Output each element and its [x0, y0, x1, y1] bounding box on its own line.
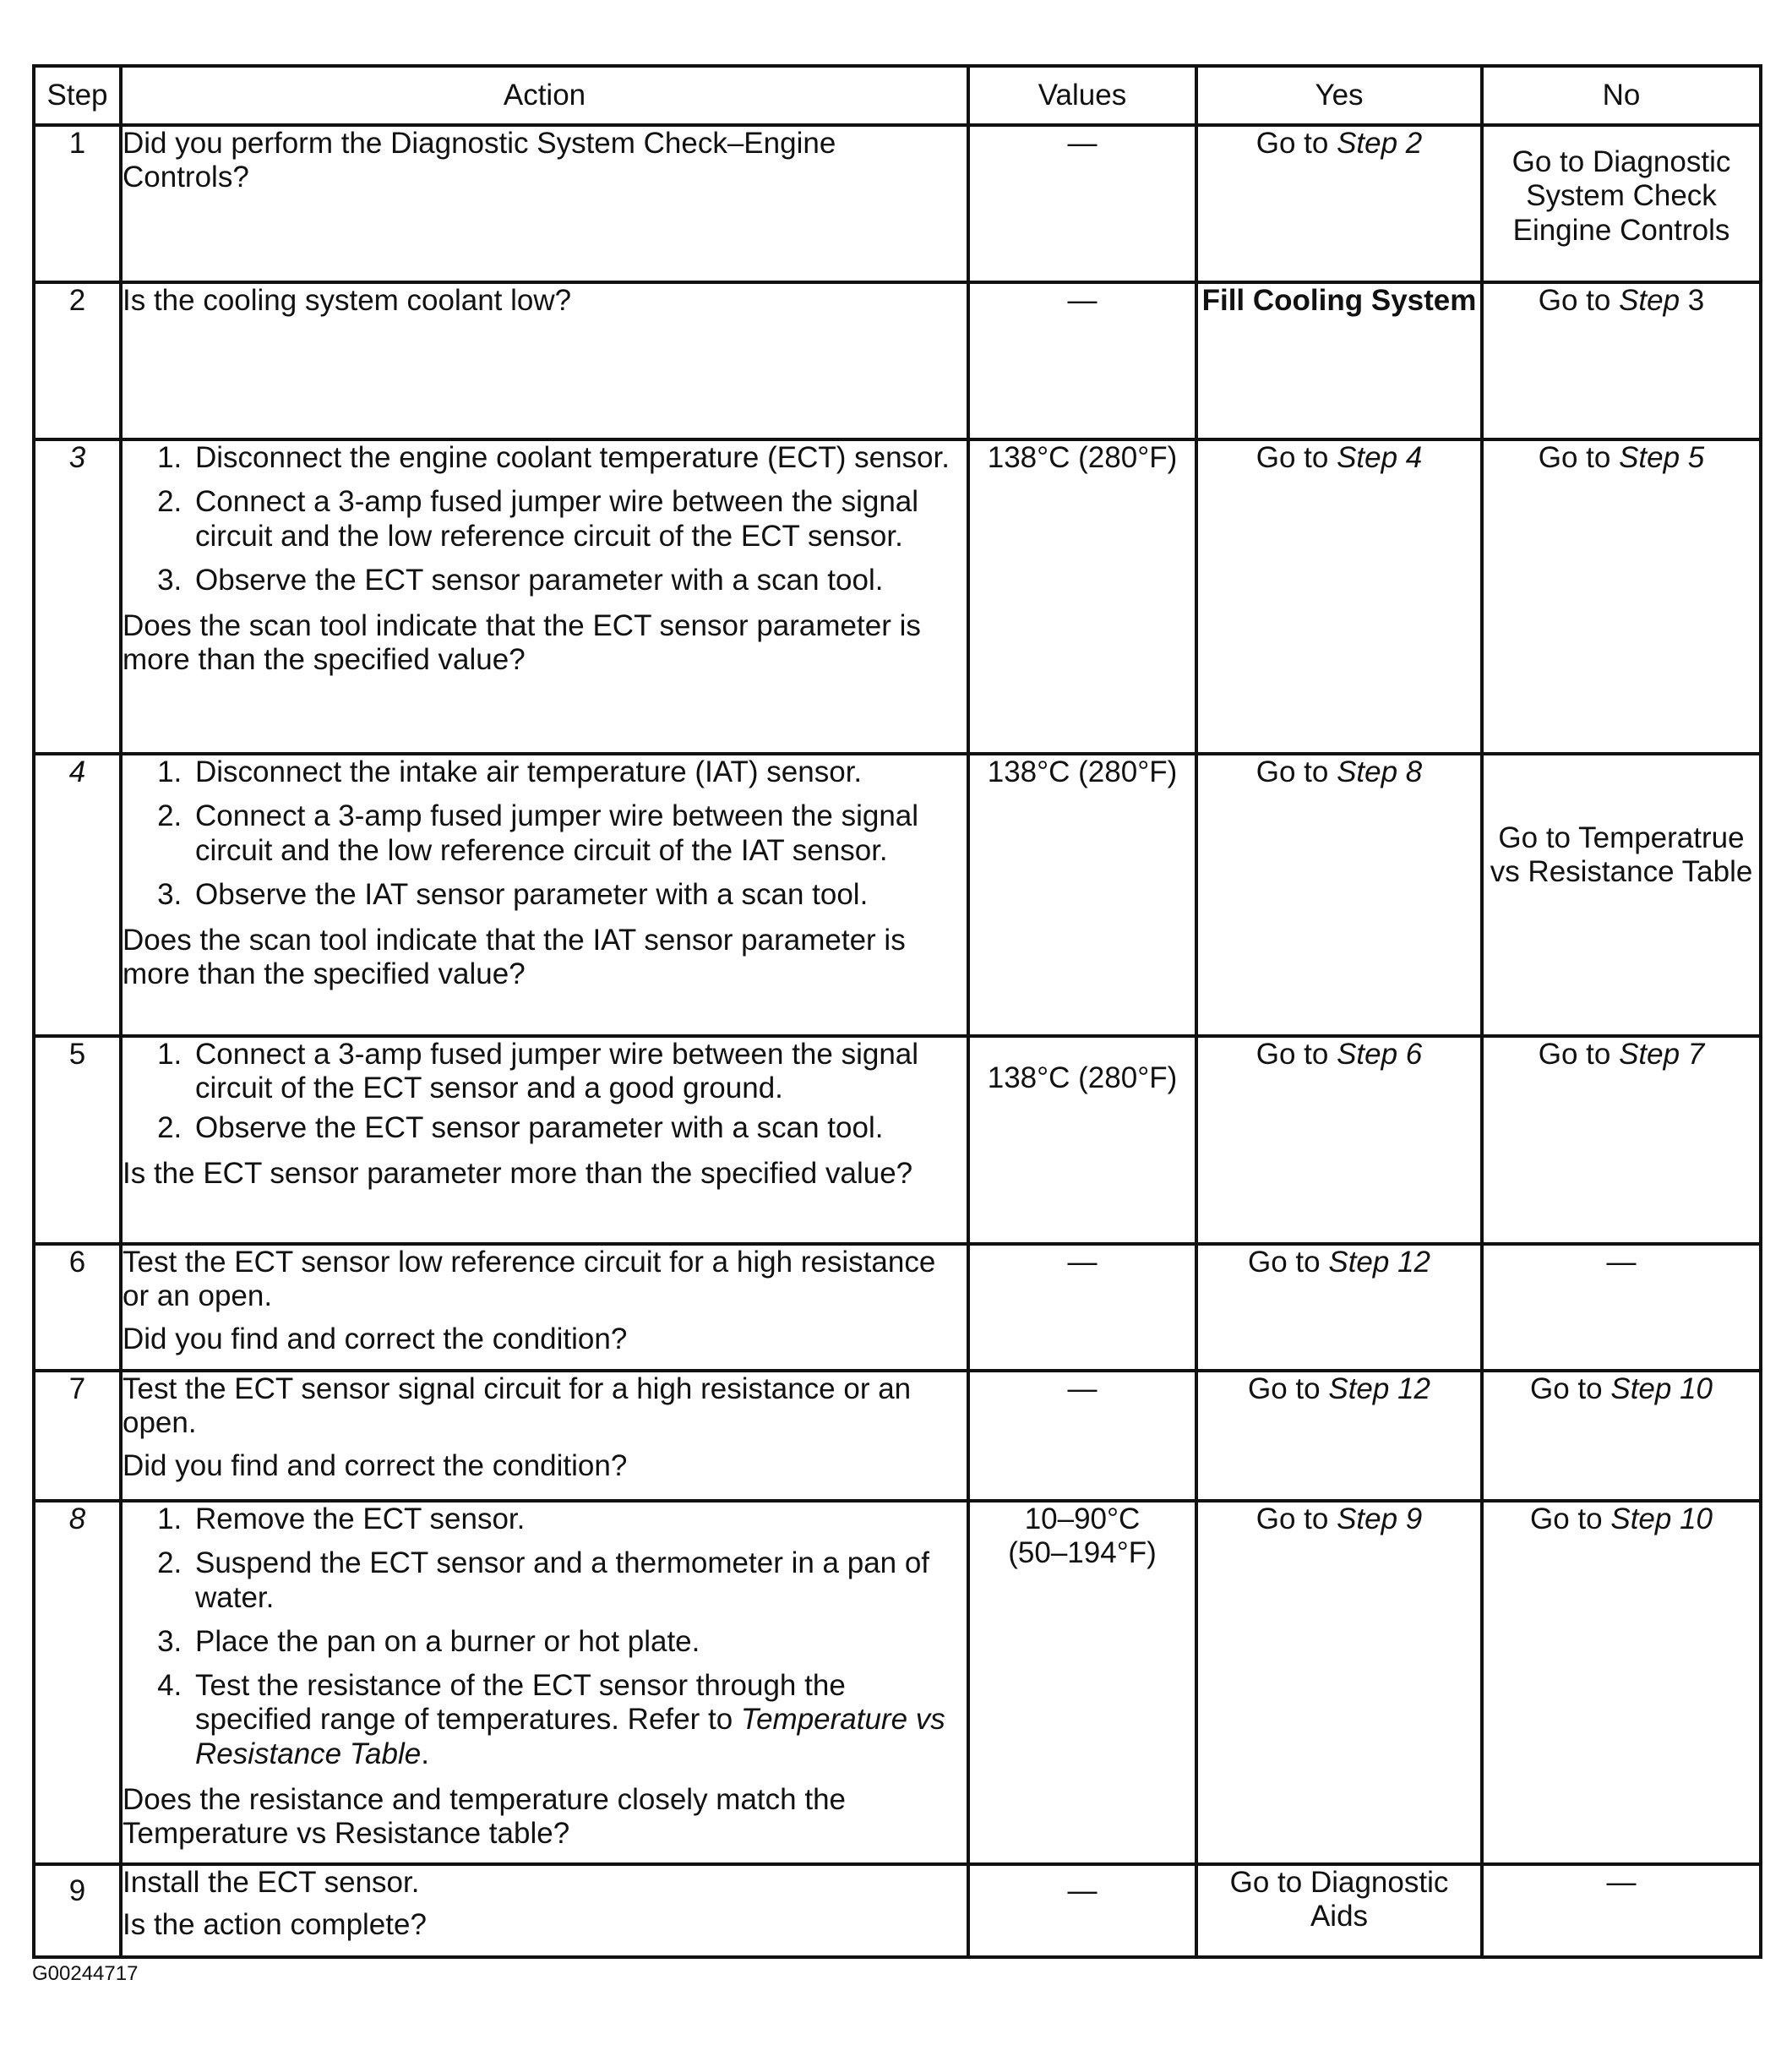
table-row [34, 1371, 1761, 1501]
action-cell [121, 439, 968, 754]
no-prefix: Go to [1538, 284, 1611, 317]
yes-step-ref: Step 12 [1328, 1372, 1430, 1405]
no-cell: — [1482, 1244, 1761, 1371]
value-cell: — [968, 282, 1196, 439]
action-step [190, 1669, 967, 1771]
no-cell: Go to Temperatrue vs Resistance Table [1482, 754, 1761, 1036]
action-step: 3. Observe the IAT sensor parameter with a scan tool. [190, 878, 967, 912]
yes-prefix: Go to [1255, 1038, 1329, 1071]
step-number: 1 [34, 125, 121, 282]
action-cell [121, 282, 968, 439]
action-step: 2. Connect a 3-amp fused jumper wire between the signal circuit and the low reference circuit of the ECT sensor. [190, 485, 967, 554]
yes-step-ref: Step 6 [1337, 1038, 1423, 1071]
no-prefix: Go to [1530, 1502, 1603, 1535]
no-cell [1482, 282, 1761, 439]
table-row [34, 754, 1761, 1036]
table-row [34, 125, 1761, 282]
yes-prefix: Go to [1255, 441, 1329, 474]
yes-step-ref: Step 2 [1337, 127, 1423, 160]
no-prefix: Go to [1538, 441, 1611, 474]
table-header-row [34, 66, 1761, 125]
action-step-text: Test the resistance of the ECT sensor through the specified range of temperatures. Refer to [195, 1669, 846, 1737]
yes-cell [1196, 1371, 1482, 1501]
no-step-number: 3 [1687, 284, 1705, 317]
action-text: Install the ECT sensor. [123, 1866, 420, 1899]
yes-step-ref: Step 12 [1328, 1246, 1430, 1279]
action-step: 1. Connect a 3-amp fused jumper wire between the signal circuit of the ECT sensor and a good ground. [190, 1038, 967, 1106]
table-row [34, 1864, 1761, 1957]
diagnostic-table [32, 64, 1762, 1959]
action-cell [121, 1244, 968, 1371]
yes-cell [1196, 125, 1482, 282]
header-values: Values [968, 66, 1196, 125]
no-cell: Go to Diagnostic System Check Eingine Controls [1482, 125, 1761, 282]
action-cell [121, 1036, 968, 1244]
table-row [34, 1036, 1761, 1244]
value-celsius: 10–90°C [1024, 1502, 1141, 1535]
value-cell: — [968, 1244, 1196, 1371]
yes-prefix: Go to [1255, 127, 1329, 160]
step-number: 2 [34, 282, 121, 439]
action-step: 1. Disconnect the intake air temperature (IAT) sensor. [190, 755, 967, 789]
no-prefix: Go to [1538, 1038, 1611, 1071]
action-question: Did you perform the Diagnostic System Check–Engine Controls? [123, 127, 836, 194]
yes-prefix: Go to [1248, 1246, 1321, 1279]
yes-prefix: Go to [1255, 755, 1329, 788]
action-text: Test the ECT sensor signal circuit for a high resistance or an open. [123, 1372, 912, 1440]
header-action: Action [121, 66, 968, 125]
value-cell: — [968, 1864, 1196, 1957]
table-row [34, 282, 1761, 439]
step-number: 6 [34, 1244, 121, 1371]
reference-period: . [421, 1737, 429, 1770]
no-cell [1482, 1036, 1761, 1244]
yes-step-ref: Step 4 [1337, 441, 1423, 474]
step-number: 7 [34, 1371, 121, 1501]
no-cell [1482, 439, 1761, 754]
step-number: 9 [34, 1864, 121, 1957]
value-cell: — [968, 125, 1196, 282]
action-cell [121, 1864, 968, 1957]
action-question: Did you find and correct the condition? [123, 1322, 628, 1355]
no-step-ref: Step 10 [1610, 1502, 1713, 1535]
action-step: 2. Suspend the ECT sensor and a thermometer in a pan of water. [190, 1546, 967, 1615]
step-number: 4 [34, 754, 121, 1036]
yes-cell [1196, 1501, 1482, 1864]
no-step-ref: Step 7 [1619, 1038, 1705, 1071]
step-number: 5 [34, 1036, 121, 1244]
action-step: 1. Disconnect the engine coolant temperature (ECT) sensor. [190, 441, 967, 475]
action-text: Test the ECT sensor low reference circuit for a high resistance or an open. [123, 1246, 936, 1313]
action-question: Is the cooling system coolant low? [123, 284, 572, 317]
action-step: 1. Remove the ECT sensor. [190, 1502, 967, 1536]
value-cell: 138°C (280°F) [968, 439, 1196, 754]
no-step-ref: Step [1619, 284, 1680, 317]
yes-cell [1196, 1036, 1482, 1244]
action-steps [123, 1038, 967, 1145]
action-question: Is the ECT sensor parameter more than the specified value? [123, 1156, 913, 1190]
table-row [34, 1501, 1761, 1864]
figure-id: G00244717 [32, 1962, 139, 1985]
header-yes: Yes [1196, 66, 1482, 125]
value-cell: 138°C (280°F) [968, 754, 1196, 1036]
yes-cell [1196, 1244, 1482, 1371]
action-steps [123, 755, 967, 912]
header-step: Step [34, 66, 121, 125]
table-row [34, 439, 1761, 754]
header-no: No [1482, 66, 1761, 125]
yes-step-ref: Step 8 [1337, 755, 1423, 788]
yes-cell [1196, 439, 1482, 754]
yes-step-ref: Step 9 [1337, 1502, 1423, 1535]
no-cell [1482, 1371, 1761, 1501]
yes-cell [1196, 754, 1482, 1036]
action-question: Does the resistance and temperature closely match the Temperature vs Resistance table? [123, 1782, 846, 1850]
action-step: 2. Observe the ECT sensor parameter with a scan tool. [190, 1111, 967, 1145]
yes-prefix: Go to [1248, 1372, 1321, 1405]
yes-cell: Go to Diagnostic Aids [1196, 1864, 1482, 1957]
yes-cell: Fill Cooling System [1196, 282, 1482, 439]
table-reference: Temperature vs Resistance Table [195, 1703, 945, 1770]
action-question: Did you find and correct the condition? [123, 1448, 628, 1482]
value-cell: — [968, 1371, 1196, 1501]
step-number: 3 [34, 439, 121, 754]
action-step: 2. Connect a 3-amp fused jumper wire between the signal circuit and the low reference circuit of the IAT sensor. [190, 799, 967, 868]
step-number: 8 [34, 1501, 121, 1864]
yes-prefix: Go to [1255, 1502, 1329, 1535]
value-cell: 138°C (280°F) [968, 1036, 1196, 1244]
action-cell [121, 1371, 968, 1501]
action-cell [121, 754, 968, 1036]
no-step-ref: Step 10 [1610, 1372, 1713, 1405]
action-steps [123, 1502, 967, 1771]
action-steps [123, 441, 967, 597]
no-cell [1482, 1501, 1761, 1864]
value-fahrenheit: (50–194°F) [1008, 1536, 1157, 1570]
table-row [34, 1244, 1761, 1371]
action-step: 3. Observe the ECT sensor parameter with a scan tool. [190, 564, 967, 597]
no-prefix: Go to [1530, 1372, 1603, 1405]
value-cell [968, 1501, 1196, 1864]
action-cell [121, 125, 968, 282]
action-cell [121, 1501, 968, 1864]
action-question: Does the scan tool indicate that the IAT sensor parameter is more than the specified value? [123, 924, 906, 991]
action-step: 3. Place the pan on a burner or hot plate. [190, 1625, 967, 1659]
action-question: Is the action complete? [123, 1908, 427, 1942]
no-cell: — [1482, 1864, 1761, 1957]
action-question: Does the scan tool indicate that the ECT sensor parameter is more than the specified value? [123, 609, 921, 677]
no-step-ref: Step 5 [1619, 441, 1705, 474]
